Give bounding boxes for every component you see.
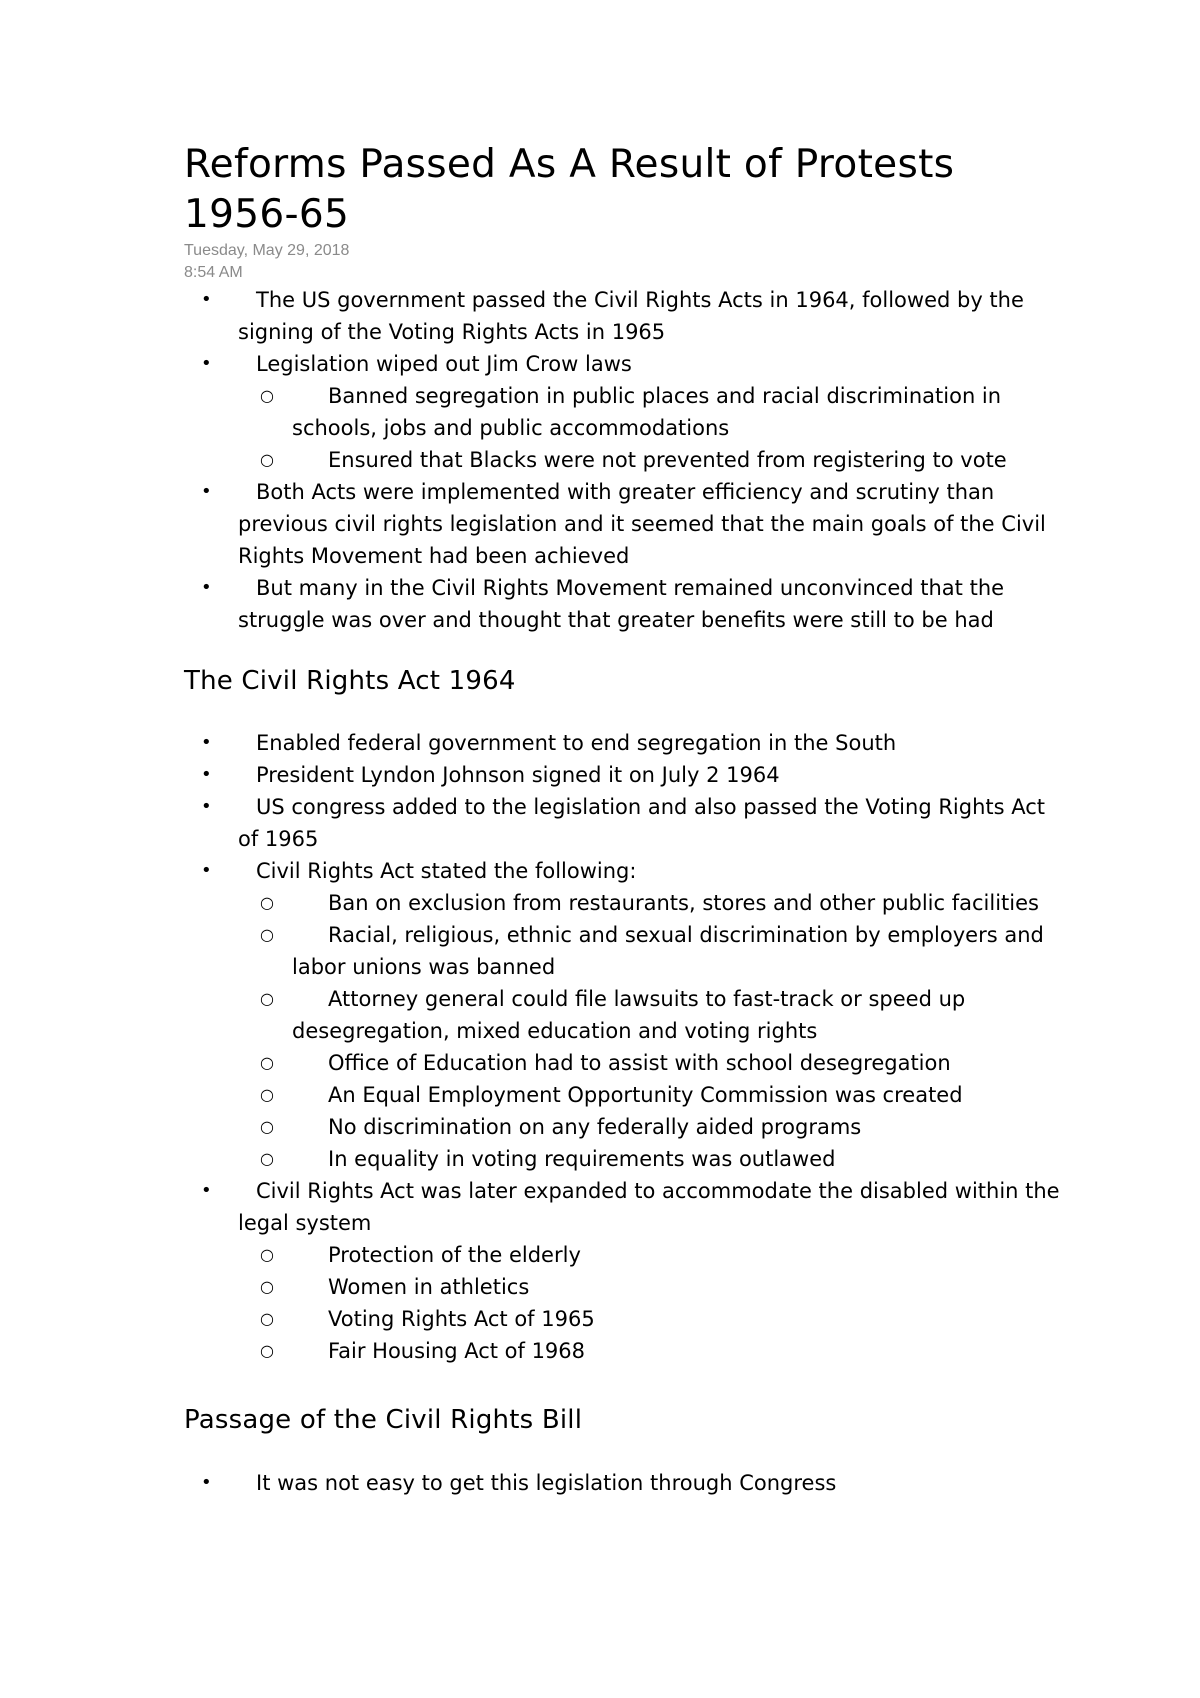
sub-bullet-icon: ○ (260, 1053, 274, 1072)
sub-bullet-icon: ○ (260, 386, 274, 405)
list-item-text: Office of Education had to assist with school desegregation (328, 1051, 951, 1075)
bullet-icon: • (201, 1472, 212, 1493)
passage-list (184, 1467, 1064, 1499)
list-item-text: Protection of the elderly (328, 1243, 581, 1267)
bullet-icon: • (201, 860, 212, 881)
bullet-icon: • (201, 1180, 212, 1201)
list-item (184, 759, 1064, 791)
list-item-text: Both Acts were implemented with greater efficiency and scrutiny than previous civil rights legislation and it seemed that the main goals of the Civil Rights Movement had been achieved (238, 480, 1046, 568)
sub-list-item (184, 1335, 1064, 1367)
sub-bullet-icon: ○ (260, 1309, 274, 1328)
sub-bullet-icon: ○ (260, 1117, 274, 1136)
page-title: Reforms Passed As A Result of Protests 1956-65 (184, 142, 955, 237)
sub-list-item (184, 1079, 1064, 1111)
sub-bullet-icon: ○ (260, 1149, 274, 1168)
list-item-text: Ensured that Blacks were not prevented from registering to vote (328, 448, 1007, 472)
sub-list-item (184, 1047, 1064, 1079)
sub-list-item (184, 887, 1064, 919)
list-item-text: Enabled federal government to end segregation in the South (256, 731, 897, 755)
list-item-text: Civil Rights Act was later expanded to accommodate the disabled within the legal system (238, 1179, 1060, 1235)
sub-list-item (184, 1303, 1064, 1335)
sub-list-item (184, 444, 1064, 476)
list-item (184, 284, 1064, 348)
note-date: Tuesday, May 29, 2018 (184, 242, 350, 259)
list-item-text: President Lyndon Johnson signed it on July 2 1964 (256, 763, 780, 787)
list-item (184, 727, 1064, 759)
bullet-icon: • (201, 289, 212, 310)
sub-bullet-icon: ○ (260, 925, 274, 944)
sub-bullet-icon: ○ (260, 1277, 274, 1296)
bullet-icon: • (201, 732, 212, 753)
bullet-icon: • (201, 764, 212, 785)
sub-list-item (184, 1239, 1064, 1271)
list-item-text: Voting Rights Act of 1965 (328, 1307, 595, 1331)
list-item-text: Attorney general could file lawsuits to fast-track or speed up desegregation, mixed education and voting rights (292, 987, 966, 1043)
note-time: 8:54 AM (184, 264, 243, 281)
sub-bullet-icon: ○ (260, 1085, 274, 1104)
sub-bullet-icon: ○ (260, 1341, 274, 1360)
list-item (184, 1467, 1064, 1499)
list-item (184, 855, 1064, 887)
list-item (184, 572, 1064, 636)
list-item (184, 476, 1064, 572)
list-item-text: It was not easy to get this legislation through Congress (256, 1471, 837, 1495)
list-item-text: Racial, religious, ethnic and sexual discrimination by employers and labor unions was banned (292, 923, 1044, 979)
sub-list-item (184, 983, 1064, 1047)
sub-list-item (184, 380, 1064, 444)
list-item-text: In equality in voting requirements was outlawed (328, 1147, 836, 1171)
list-item-text: Legislation wiped out Jim Crow laws (256, 352, 632, 376)
list-item-text: Banned segregation in public places and racial discrimination in schools, jobs and public accommodations (292, 384, 1002, 440)
bullet-icon: • (201, 481, 212, 502)
list-item-text: The US government passed the Civil Rights Acts in 1964, followed by the signing of the Voting Rights Acts in 1965 (238, 288, 1024, 344)
list-item-text: An Equal Employment Opportunity Commission was created (328, 1083, 963, 1107)
civil-rights-act-list (184, 727, 1064, 1367)
list-item-text: Fair Housing Act of 1968 (328, 1339, 586, 1363)
list-item-text: But many in the Civil Rights Movement remained unconvinced that the struggle was over and thought that greater benefits were still to be had (238, 576, 1005, 632)
list-item-text: No discrimination on any federally aided programs (328, 1115, 862, 1139)
list-item-text: US congress added to the legislation and also passed the Voting Rights Act of 1965 (238, 795, 1046, 851)
sub-list-item (184, 1143, 1064, 1175)
sub-bullet-icon: ○ (260, 893, 274, 912)
bullet-icon: • (201, 353, 212, 374)
list-item-text: Women in athletics (328, 1275, 530, 1299)
list-item (184, 1175, 1064, 1239)
sub-bullet-icon: ○ (260, 1245, 274, 1264)
section-heading-passage: Passage of the Civil Rights Bill (184, 1405, 583, 1435)
bullet-icon: • (201, 577, 212, 598)
intro-list (184, 284, 1064, 636)
list-item-text: Ban on exclusion from restaurants, stores and other public facilities (328, 891, 1039, 915)
sub-bullet-icon: ○ (260, 989, 274, 1008)
section-heading-civil-rights-act: The Civil Rights Act 1964 (184, 666, 516, 696)
bullet-icon: • (201, 796, 212, 817)
list-item-text: Civil Rights Act stated the following: (256, 859, 637, 883)
note-page (184, 140, 1064, 1499)
sub-list-item (184, 919, 1064, 983)
list-item (184, 348, 1064, 380)
sub-list-item (184, 1271, 1064, 1303)
sub-bullet-icon: ○ (260, 450, 274, 469)
sub-list-item (184, 1111, 1064, 1143)
list-item (184, 791, 1064, 855)
